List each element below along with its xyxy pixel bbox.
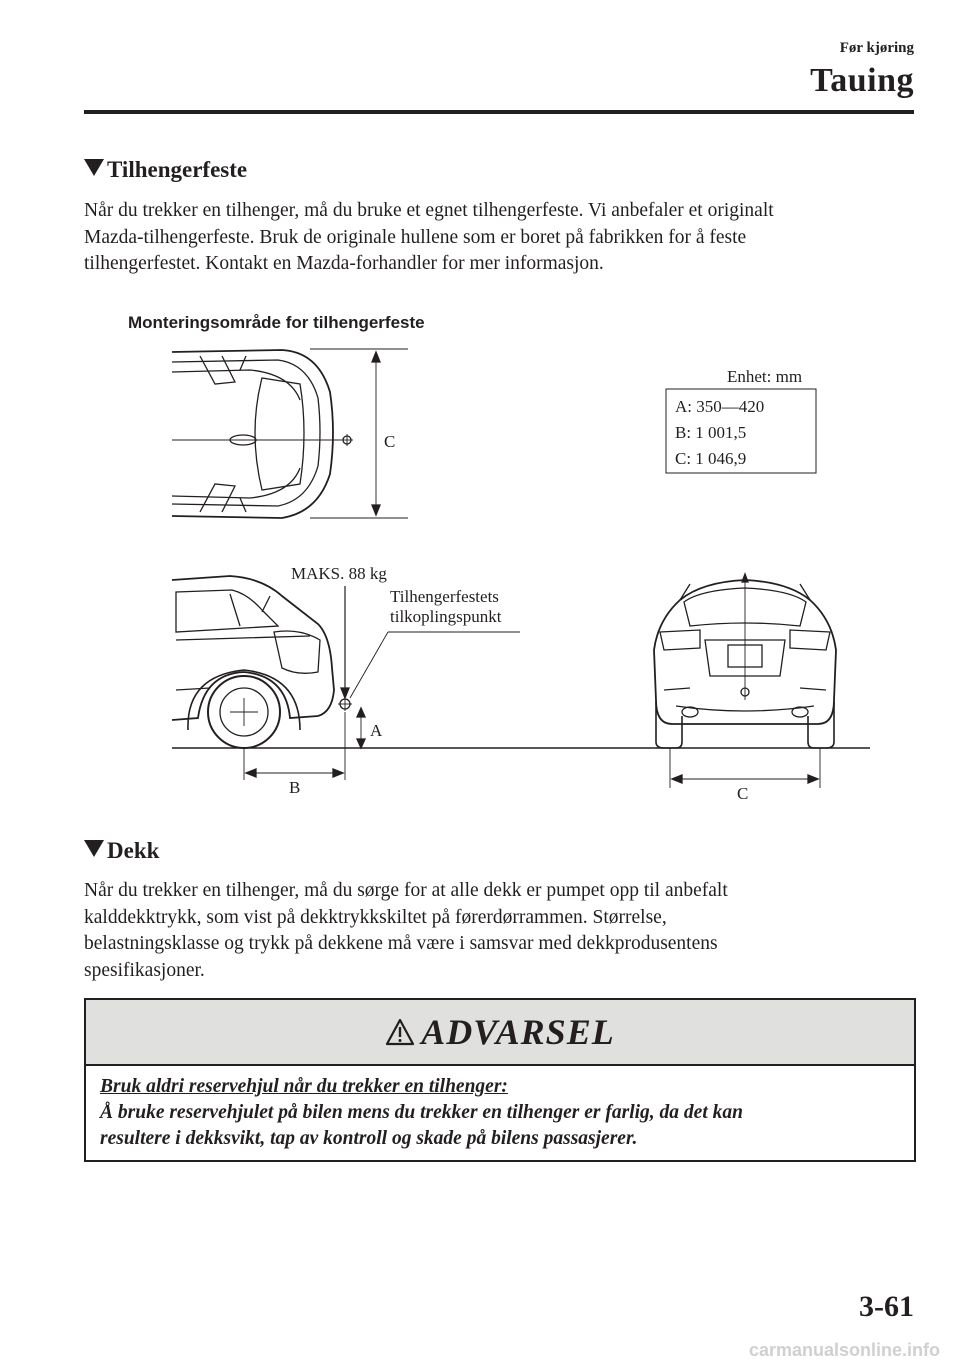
heading-trailer-hitch (84, 157, 247, 183)
warning-box (84, 998, 916, 1162)
dimension-b-value: B: 1 001,5 (675, 423, 747, 442)
triangle-marker-icon (84, 840, 104, 857)
tires-line: kalddekktrykk, som vist på dekktrykkskiltet på førerdørrammen. Størrelse, (84, 906, 667, 928)
car-top-view (172, 349, 408, 518)
coupling-label-line2: tilkoplingspunkt (390, 607, 502, 626)
label-c-top: C (384, 432, 396, 451)
car-side-view (172, 576, 334, 748)
tires-line: Når du trekker en tilhenger, må du sørge for at alle dekk er pumpet opp til anbefalt (84, 880, 728, 901)
header-rule (84, 110, 914, 114)
warning-body (86, 1066, 914, 1152)
trailer-hitch-line: Når du trekker en tilhenger, må du bruke et egnet tilhengerfeste. Vi anbefaler et originalt (84, 200, 774, 221)
chapter-title: Før kjøring (839, 40, 914, 56)
trailer-hitch-line: Mazda-tilhengerfeste. Bruk de originale hullene som er boret på fabrikken for å feste (84, 226, 747, 248)
dimension-c-top (372, 352, 380, 515)
trailer-hitch-diagram (0, 330, 960, 810)
watermark: carmanualsonline.info (748, 1340, 940, 1360)
max-load-label: MAKS. 88 kg (291, 564, 387, 583)
unit-label: Enhet: mm (727, 367, 803, 386)
triangle-marker-icon (84, 159, 104, 176)
warning-triangle-icon (385, 1018, 415, 1046)
label-a: A (370, 721, 383, 740)
warning-line: resultere i dekksvikt, tap av kontroll og skade på bilens passasjerer. (100, 1128, 638, 1149)
warning-title: ADVARSEL (421, 1012, 615, 1052)
coupling-label-line1: Tilhengerfestets (390, 587, 499, 606)
trailer-hitch-line: tilhengerfestet. Kontakt en Mazda-forhandler for mer informasjon. (84, 253, 604, 274)
tires-line: spesifikasjoner. (84, 959, 205, 981)
trailer-hitch-paragraph (84, 198, 924, 278)
tires-line: belastningsklasse og trykk på dekkene må være i samsvar med dekkprodusentens (84, 933, 718, 954)
heading-tires-text: Dekk (107, 838, 160, 863)
heading-trailer-hitch-text: Tilhengerfeste (107, 157, 248, 182)
label-c-rear: C (737, 784, 749, 803)
section-title: Tauing (810, 62, 914, 99)
warning-subheading: Bruk aldri reservehjul når du trekker en tilhenger: (100, 1076, 508, 1097)
warning-line: Å bruke reservehjulet på bilen mens du trekker en tilhenger er farlig, da det kan (100, 1102, 743, 1123)
load-arrow-head (341, 688, 349, 698)
figure-title: Monteringsområde for tilhengerfeste (128, 313, 425, 332)
dimension-c-rear (670, 748, 820, 788)
rear-center-arrow (742, 574, 748, 582)
dimension-b (244, 712, 345, 780)
dimension-a (357, 708, 365, 748)
tires-paragraph (84, 878, 924, 984)
dimension-a-value: A: 350—420 (675, 397, 765, 416)
hitch-point-marker-top (341, 434, 353, 446)
warning-header (86, 1000, 914, 1066)
heading-tires (84, 838, 159, 864)
label-b: B (289, 778, 301, 797)
page-number: 3-61 (859, 1290, 914, 1323)
coupling-leader-diagonal (350, 632, 388, 698)
dimension-c-value: C: 1 046,9 (675, 449, 747, 468)
